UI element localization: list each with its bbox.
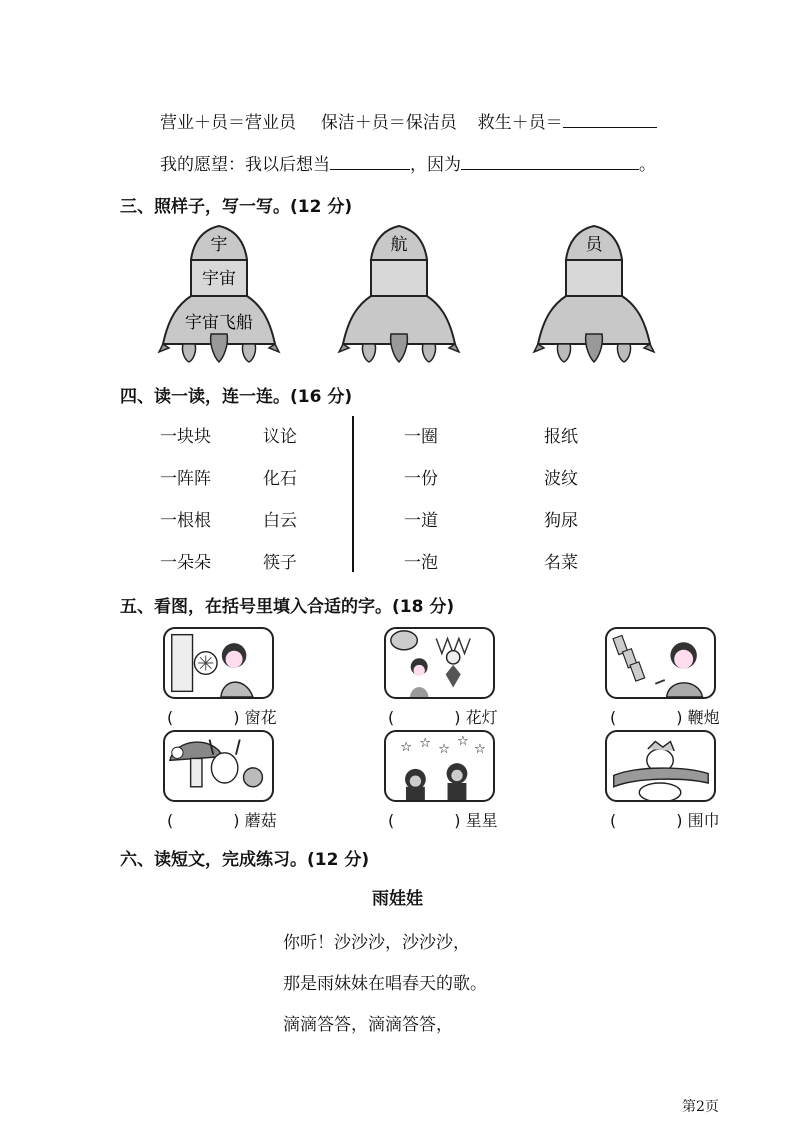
paren-open: ( (388, 811, 395, 830)
caption-2 (388, 705, 498, 728)
wish-end-punct: 。 (639, 155, 656, 175)
paren-close: ) (676, 708, 683, 727)
svg-text:☆: ☆ (400, 739, 413, 755)
caption-word-4: 蘑菇 (244, 811, 277, 830)
caption-6 (610, 808, 720, 831)
match-right-noun-1[interactable]: 报纸 (544, 427, 578, 447)
rocket-example (155, 222, 283, 364)
picture-firecrackers (605, 627, 716, 699)
section4-title: 四、读一读，连一连。(16 分) (120, 387, 353, 407)
match-left-word-3[interactable]: 一根根 (160, 511, 211, 531)
caption-5 (388, 808, 498, 831)
caption-4 (167, 808, 277, 831)
example-1: 营业＋员＝营业员 (160, 113, 296, 133)
section3-title: 三、照样子，写一写。(12 分) (120, 197, 353, 217)
paren-close: ) (233, 708, 240, 727)
rocket-example-top-text: 宇 (210, 235, 228, 255)
picture-paper-cutting (163, 627, 274, 699)
match-right-word-1[interactable]: 一圈 (404, 427, 438, 447)
rocket-hang-middle-blank[interactable] (371, 260, 427, 296)
picture-lantern (384, 627, 495, 699)
caption-1 (167, 705, 277, 728)
caption-3 (610, 705, 720, 728)
section5-title: 五、看图，在括号里填入合适的字。(18 分) (120, 597, 455, 617)
rocket-yuan-middle-blank[interactable] (566, 260, 622, 296)
match-right-noun-2[interactable]: 波纹 (544, 469, 578, 489)
match-left-noun-2[interactable]: 化石 (263, 469, 297, 489)
caption-word-3: 鞭炮 (687, 708, 720, 727)
caption-word-6: 围巾 (687, 811, 720, 830)
rocket-hang-top-text: 航 (390, 235, 408, 255)
answer-blank[interactable] (563, 126, 657, 128)
paren-open: ( (167, 811, 174, 830)
page-number: 第2页 (682, 1099, 719, 1115)
match-left-noun-1[interactable]: 议论 (263, 427, 297, 447)
poem-line-2: 那是雨妹妹在唱春天的歌。 (283, 974, 487, 994)
svg-text:☆: ☆ (456, 734, 469, 750)
paren-open: ( (610, 811, 617, 830)
svg-text:☆: ☆ (473, 741, 486, 757)
match-left-word-2[interactable]: 一阵阵 (160, 469, 211, 489)
paren-close: ) (454, 708, 461, 727)
exercise-prompt: 救生＋员＝ (477, 113, 563, 133)
svg-text:☆: ☆ (438, 741, 450, 757)
paren-close: ) (454, 811, 461, 830)
svg-text:☆: ☆ (419, 736, 432, 752)
match-left-word-1[interactable]: 一块块 (160, 427, 211, 447)
match-right-word-2[interactable]: 一份 (404, 469, 438, 489)
match-right-word-4[interactable]: 一泡 (404, 553, 438, 573)
poem-line-1: 你听！沙沙沙，沙沙沙， (283, 933, 470, 953)
wish-reason-blank[interactable] (461, 168, 639, 170)
rocket-exercise-yuan (530, 222, 658, 364)
paren-close: ) (233, 811, 240, 830)
picture-stars (384, 730, 495, 802)
picture-mushroom (163, 730, 274, 802)
caption-word-2: 花灯 (465, 708, 498, 727)
wish-job-blank[interactable] (330, 168, 410, 170)
column-divider (352, 416, 354, 572)
caption-word-1: 窗花 (244, 708, 277, 727)
wish-prompt: 我的愿望：我以后想当 (160, 155, 330, 175)
paren-close: ) (676, 811, 683, 830)
wish-reason-prompt: ，因为 (410, 155, 461, 175)
paren-open: ( (610, 708, 617, 727)
rocket-example-middle-text: 宇宙 (202, 269, 236, 289)
match-right-noun-4[interactable]: 名菜 (544, 553, 578, 573)
poem-line-3: 滴滴答答，滴滴答答， (283, 1015, 453, 1035)
caption-word-5: 星星 (465, 811, 498, 830)
rocket-exercise-hang (335, 222, 463, 364)
poem-title: 雨娃娃 (372, 889, 423, 909)
example-2: 保洁＋员＝保洁员 (320, 113, 457, 133)
rocket-example-bottom-text: 宇宙飞船 (185, 313, 253, 333)
match-right-word-3[interactable]: 一道 (404, 511, 438, 531)
paren-open: ( (167, 708, 174, 727)
compound-word-line (160, 108, 657, 133)
picture-scarf (605, 730, 716, 802)
match-left-noun-3[interactable]: 白云 (263, 511, 297, 531)
section6-title: 六、读短文，完成练习。(12 分) (120, 850, 370, 870)
rocket-yuan-top-text: 员 (585, 235, 603, 255)
paren-open: ( (388, 708, 395, 727)
match-left-noun-4[interactable]: 筷子 (263, 553, 297, 573)
match-left-word-4[interactable]: 一朵朵 (160, 553, 211, 573)
wish-line (160, 150, 656, 175)
match-right-noun-3[interactable]: 狗尿 (544, 511, 578, 531)
